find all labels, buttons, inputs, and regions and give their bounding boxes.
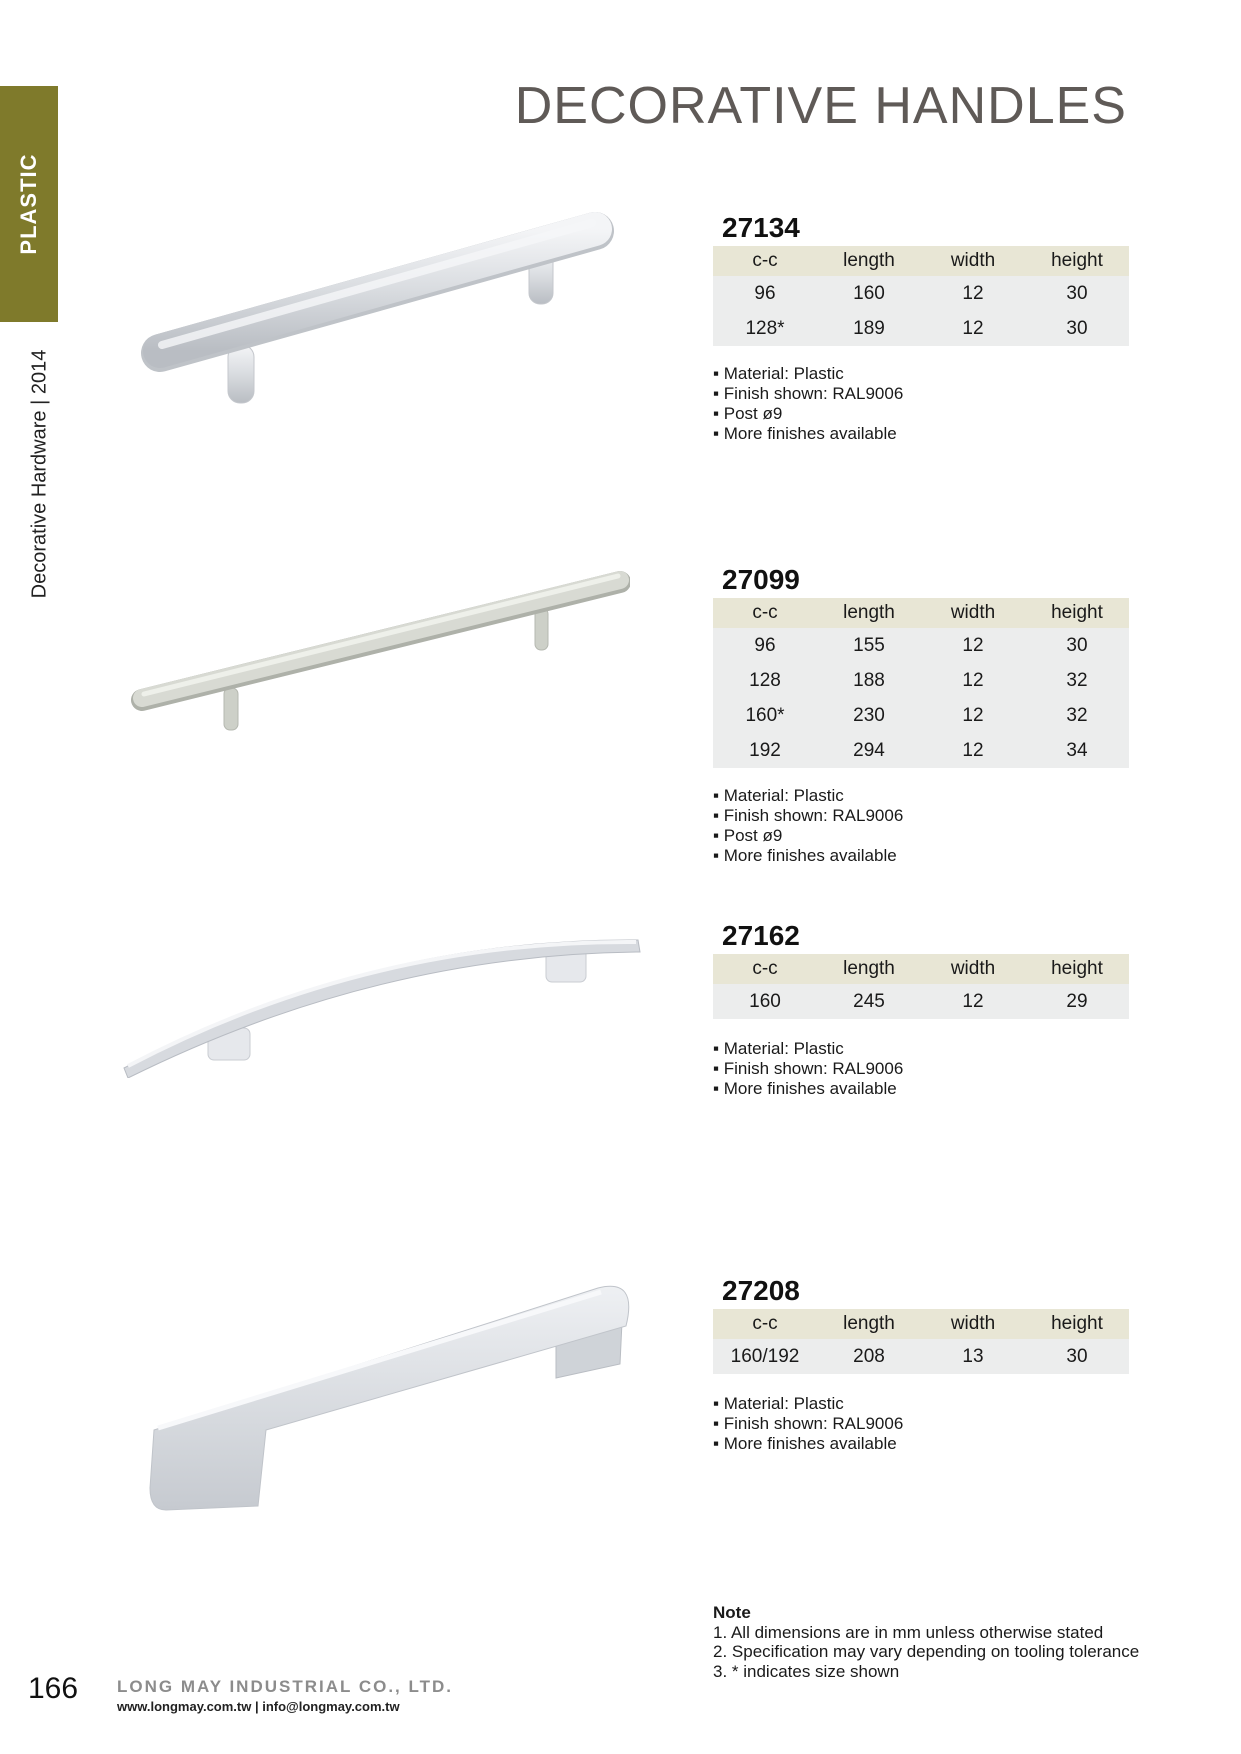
- column-header-cc: c-c: [713, 954, 817, 984]
- table-row: [713, 1339, 1129, 1374]
- table-row: [713, 311, 1129, 346]
- cell-width: 12: [921, 733, 1025, 768]
- cell-length: 208: [817, 1339, 921, 1374]
- list-item: ▪ More finishes available: [713, 424, 903, 444]
- catalog-side-label: Decorative Hardware | 2014: [28, 349, 51, 599]
- notes-section: [713, 1603, 1139, 1681]
- product-code-27134: 27134: [722, 212, 800, 243]
- handle-27134-image: [140, 205, 630, 405]
- company-name: LONG MAY INDUSTRIAL CO., LTD.: [117, 1677, 453, 1696]
- feature-list-27208: [713, 1394, 903, 1454]
- column-header-cc: c-c: [713, 246, 817, 276]
- cell-cc: 96: [713, 276, 817, 311]
- table-row: [713, 984, 1129, 1019]
- note-item: 3. * indicates size shown: [713, 1661, 900, 1681]
- cell-length: 245: [817, 984, 921, 1019]
- column-header-height: height: [1025, 598, 1129, 628]
- cell-length: 230: [817, 698, 921, 733]
- cell-cc: 192: [713, 733, 817, 768]
- cell-height: 30: [1025, 276, 1129, 311]
- column-header-width: width: [921, 598, 1025, 628]
- list-item: ▪ Finish shown: RAL9006: [713, 384, 903, 404]
- list-item: ▪ Material: Plastic: [713, 786, 903, 806]
- list-item: ▪ Finish shown: RAL9006: [713, 1059, 903, 1079]
- cell-height: 32: [1025, 698, 1129, 733]
- list-item: ▪ More finishes available: [713, 1434, 903, 1454]
- cell-height: 30: [1025, 628, 1129, 663]
- spec-table-27162: [713, 954, 1129, 1019]
- table-header-row: [713, 954, 1129, 984]
- table-header-row: [713, 1309, 1129, 1339]
- list-item: ▪ Material: Plastic: [713, 364, 903, 384]
- category-tab: [0, 86, 58, 322]
- handle-27099-image: [130, 560, 630, 740]
- list-item: ▪ Material: Plastic: [713, 1039, 903, 1059]
- table-header-row: [713, 246, 1129, 276]
- column-header-length: length: [817, 598, 921, 628]
- contact-info: www.longmay.com.tw | info@longmay.com.tw: [117, 1699, 400, 1714]
- cell-height: 30: [1025, 311, 1129, 346]
- column-header-length: length: [817, 246, 921, 276]
- handle-27208-image: [146, 1278, 636, 1518]
- column-header-width: width: [921, 1309, 1025, 1339]
- column-header-cc: c-c: [713, 598, 817, 628]
- list-item: ▪ More finishes available: [713, 1079, 903, 1099]
- column-header-length: length: [817, 1309, 921, 1339]
- spec-table-27099: [713, 598, 1129, 768]
- feature-list-27162: [713, 1039, 903, 1099]
- column-header-width: width: [921, 246, 1025, 276]
- cell-length: 294: [817, 733, 921, 768]
- page-title: DECORATIVE HANDLES: [514, 77, 1127, 135]
- cell-cc: 160/192: [713, 1339, 817, 1374]
- cell-width: 12: [921, 628, 1025, 663]
- note-item: 2. Specification may vary depending on tooling tolerance: [713, 1642, 1140, 1661]
- cell-length: 189: [817, 311, 921, 346]
- product-code-27099: 27099: [722, 564, 800, 595]
- cell-width: 12: [921, 311, 1025, 346]
- cell-width: 12: [921, 984, 1025, 1019]
- cell-cc: 96: [713, 628, 817, 663]
- list-item: ▪ More finishes available: [713, 846, 903, 866]
- list-item: ▪ Finish shown: RAL9006: [713, 1414, 903, 1434]
- cell-width: 12: [921, 276, 1025, 311]
- column-header-cc: c-c: [713, 1309, 817, 1339]
- category-tab-label: PLASTIC: [16, 153, 41, 255]
- cell-cc: 128: [713, 663, 817, 698]
- note-title: Note: [713, 1603, 751, 1622]
- list-item: ▪ Material: Plastic: [713, 1394, 903, 1414]
- cell-cc: 160*: [713, 698, 817, 733]
- spec-table-27134: [713, 246, 1129, 346]
- handle-27162-image: [118, 918, 648, 1078]
- list-item: ▪ Post ø9: [713, 826, 903, 846]
- column-header-width: width: [921, 954, 1025, 984]
- cell-height: 30: [1025, 1339, 1129, 1374]
- column-header-height: height: [1025, 954, 1129, 984]
- column-header-length: length: [817, 954, 921, 984]
- cell-cc: 128*: [713, 311, 817, 346]
- feature-list-27134: [713, 364, 903, 444]
- list-item: ▪ Finish shown: RAL9006: [713, 806, 903, 826]
- product-code-27162: 27162: [722, 920, 800, 951]
- table-row: [713, 628, 1129, 663]
- cell-width: 12: [921, 698, 1025, 733]
- cell-height: 34: [1025, 733, 1129, 768]
- table-row: [713, 663, 1129, 698]
- page-number: 166: [28, 1672, 79, 1705]
- column-header-height: height: [1025, 246, 1129, 276]
- cell-length: 155: [817, 628, 921, 663]
- cell-height: 32: [1025, 663, 1129, 698]
- table-row: [713, 276, 1129, 311]
- column-header-height: height: [1025, 1309, 1129, 1339]
- list-item: ▪ Post ø9: [713, 404, 903, 424]
- cell-width: 13: [921, 1339, 1025, 1374]
- cell-width: 12: [921, 663, 1025, 698]
- cell-cc: 160: [713, 984, 817, 1019]
- table-header-row: [713, 598, 1129, 628]
- table-row: [713, 733, 1129, 768]
- cell-length: 188: [817, 663, 921, 698]
- feature-list-27099: [713, 786, 903, 866]
- table-row: [713, 698, 1129, 733]
- spec-table-27208: [713, 1309, 1129, 1374]
- note-item: 1. All dimensions are in mm unless otherwise stated: [713, 1622, 1104, 1642]
- cell-length: 160: [817, 276, 921, 311]
- product-code-27208: 27208: [722, 1275, 800, 1306]
- cell-height: 29: [1025, 984, 1129, 1019]
